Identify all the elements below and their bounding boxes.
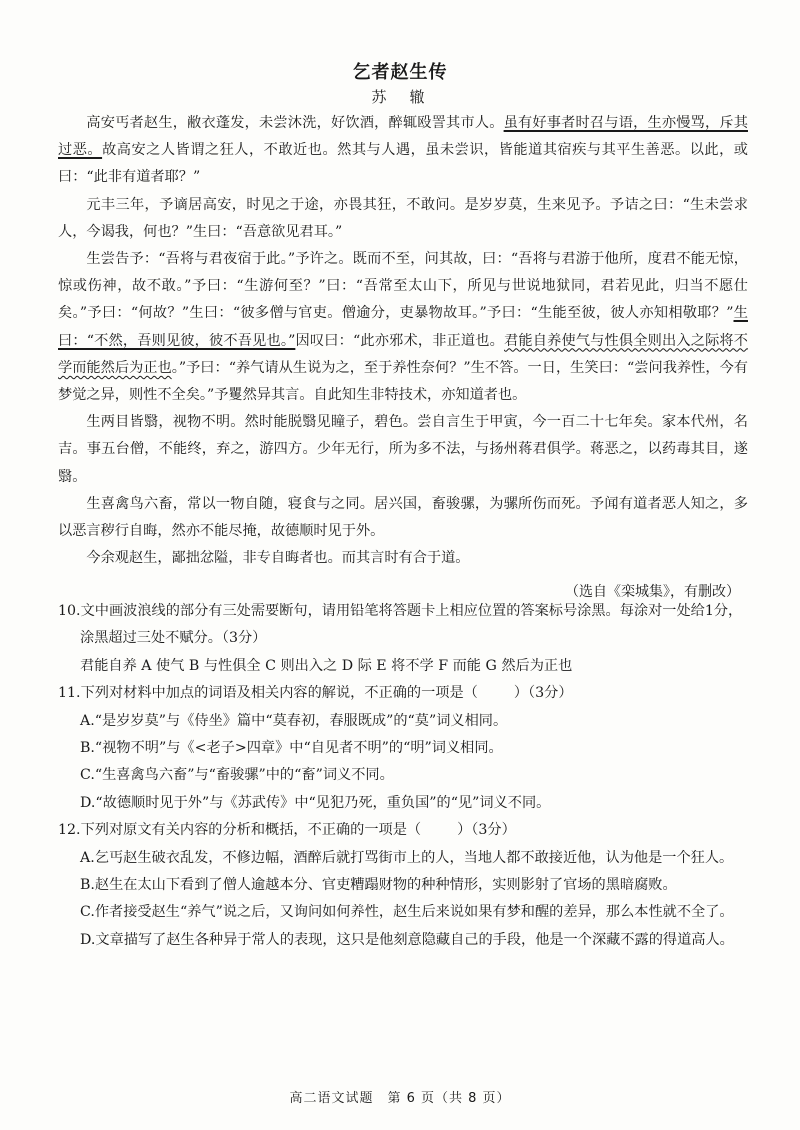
paragraph-6: 今余观赵生，鄙拙忿隘，非专自晦者也。而其言时有合于道。 bbox=[86, 550, 470, 567]
underlined-sentence-2: 生曰：“不然，吾则见彼，彼不吾见也。” bbox=[58, 305, 748, 349]
question-12-option-c: C.作者接受赵生“养气”说之后，又询问如何养性，赵生后来说如果有梦和醒的差异，那么本性就不全了。 bbox=[80, 904, 734, 921]
question-12-option-b: B.赵生在太山下看到了僧人逾越本分、官吏糟蹋财物的种种情形，实则影射了官场的黑暗腐败。 bbox=[80, 877, 677, 894]
question-10-break-line: 君能自养 A 使气 B 与性俱全 C 则出入之 D 际 E 将不学 F 而能 G 然后为正也 bbox=[80, 657, 573, 674]
paragraph-3-b: 因叹曰：“此亦邪术，非正道也。 bbox=[295, 332, 505, 349]
question-11-score: ）（3分） bbox=[513, 685, 573, 702]
paragraph-3-a: 生尝告予：“吾将与君夜宿于此。”予许之。既而不至，问其故，曰：“吾将与君游于他所，度君不能无惊，惊或伤神，故不敢。”予曰：“生游何至？”曰：“吾常至太山下，所见与世说地狱同，君若见此，归当不愿仕矣。”予曰：“何故？”生曰：“彼多僧与官吏。僧逾分，吏暴物故耳。”予曰：“生能至彼，彼人亦知相敬耶？” bbox=[58, 251, 748, 322]
paragraph-1 bbox=[58, 110, 748, 192]
passage-title: 乞者赵生传 bbox=[352, 62, 448, 83]
question-11-option-d: D.“故德顺时见于外”与《苏武传》中“见犯乃死，重负国”的“见”词义不同。 bbox=[80, 794, 551, 811]
underlined-sentence-1: 虽有好事者时召与语，生亦慢骂，斥其过恶。 bbox=[58, 115, 748, 159]
question-12-stem bbox=[58, 817, 753, 844]
question-12-stem-text: 12.下列对原文有关内容的分析和概括，不正确的一项是（ bbox=[58, 822, 422, 839]
passage-body bbox=[58, 110, 748, 572]
question-11-stem-text: 11.下列对材料中加点的词语及相关内容的解说，不正确的一项是（ bbox=[58, 685, 478, 702]
paragraph-3-c: 。”予曰：“养气请从生说为之，至于养性奈何？”生不答。一日，生笑曰：“尝问我养性，今有梦觉之异，则性不全矣。”予矍然异其言。自此知生非特技术，亦知道者也。 bbox=[58, 359, 748, 404]
question-11-option-c: C.“生喜禽鸟六畜”与“畜骏骡”中的“畜”词义不同。 bbox=[80, 767, 394, 784]
paragraph-5: 生喜禽鸟六畜，常以一物自随，寝食与之同。居兴国，畜骏骡，为骡所伤而死。予闻有道者恶人知之，多以恶言秽行自晦，然亦不能尽掩，故德顺时见于外。 bbox=[58, 495, 748, 540]
question-12-option-a: A.乞丐赵生破衣乱发，不修边幅，酒醉后就打骂街市上的人，当地人都不敢接近他，认为他是一个狂人。 bbox=[80, 849, 734, 866]
page-footer: 高二语文试题 第 6 页（共 8 页） bbox=[289, 1091, 511, 1106]
question-12-score: ）（3分） bbox=[457, 822, 516, 839]
passage-author: 苏 辙 bbox=[371, 88, 429, 106]
question-11-option-a: A.“是岁岁莫”与《侍坐》篇中“莫春初，春服既成”的“莫”词义相同。 bbox=[80, 712, 508, 729]
paragraph-1-b: 故高安之人皆谓之狂人，不敢近也。然其与人遇，虽未尝识，皆能道其宿疾与其平生善恶。以此，或曰：“此非有道者耶？” bbox=[58, 142, 748, 186]
wavy-underlined-sentence: 君能自养使气与性俱全则出入之际将不学而能然后为正也 bbox=[58, 332, 748, 376]
questions-section bbox=[58, 598, 753, 954]
paragraph-1-a: 高安丐者赵生，敝衣蓬发，未尝沐洗，好饮酒，醉辄殴詈其市人。 bbox=[86, 115, 504, 131]
question-11-stem bbox=[58, 680, 753, 707]
passage-source: （选自《栾城集》，有删改） bbox=[565, 584, 740, 600]
question-10-stem: 10.文中画波浪线的部分有三处需要断句，请用铅笔将答题卡上相应位置的答案标号涂黑。每涂对一处给1分，涂黑超过三处不赋分。（3分） bbox=[58, 603, 743, 647]
question-12-option-d: D.文章描写了赵生各种异于常人的表现，这只是他刻意隐藏自己的手段，他是一个深藏不露的得道高人。 bbox=[80, 931, 734, 948]
paragraph-4: 生两目皆翳，视物不明。然时能脱翳见瞳子，碧色。尝自言生于甲寅，今一百二十七年矣。家本代州，名吉。事五台僧，不能终，弃之，游四方。少年无行，所为多不法，与扬州蒋君俱学。蒋恶之，以药毒其目，遂翳。 bbox=[58, 414, 748, 485]
paragraph-2: 元丰三年，予谪居高安，时见之于途，亦畏其狂，不敢问。是岁岁莫，生来见予。予诘之曰：“生未尝求人，今谒我，何也？”生曰：“吾意欲见君耳。” bbox=[58, 196, 748, 240]
paragraph-3 bbox=[58, 246, 748, 409]
question-11-option-b: B.“视物不明”与《<老子>四章》中“自见者不明”的“明”词义相同。 bbox=[80, 740, 503, 757]
